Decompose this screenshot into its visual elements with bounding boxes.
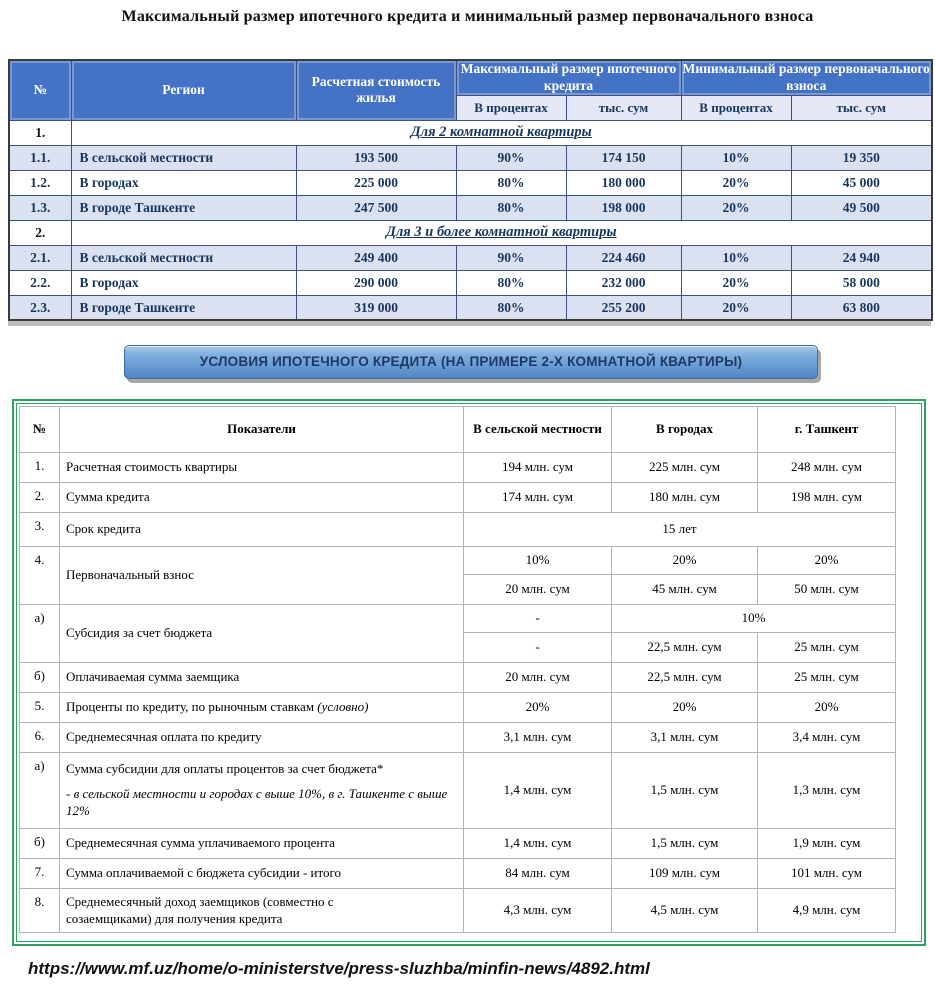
cell-down-pct: 10% xyxy=(681,245,791,270)
cell-tashkent: 198 млн. сум xyxy=(758,483,896,513)
cell-credit-sum: 232 000 xyxy=(566,270,681,295)
table-row xyxy=(20,693,896,723)
cell-tashkent: 20% xyxy=(758,693,896,723)
indicator-text: Сумма субсидии для оплаты процентов за счет бюджета* xyxy=(66,761,384,777)
cell-tashkent: 50 млн. сум xyxy=(758,575,896,605)
col-header-min-down: Минимальный размер первоначального взноса xyxy=(681,60,932,95)
section-row xyxy=(9,220,932,245)
cell-rural: 1,4 млн. сум xyxy=(464,753,612,829)
cell-number: 2.1. xyxy=(9,245,71,270)
cell-number: 1.2. xyxy=(9,170,71,195)
cell-tashkent: 25 млн. сум xyxy=(758,633,896,663)
cell-tashkent: 4,9 млн. сум xyxy=(758,889,896,933)
cell-credit-sum: 174 150 xyxy=(566,145,681,170)
col-header-number: № xyxy=(20,407,60,453)
table-row xyxy=(9,270,932,295)
cell-rural: 4,3 млн. сум xyxy=(464,889,612,933)
cell-cities: 45 млн. сум xyxy=(612,575,758,605)
cell-region: В городе Ташкенте xyxy=(71,295,296,320)
cell-cities: 109 млн. сум xyxy=(612,859,758,889)
cell-down-pct: 20% xyxy=(681,270,791,295)
cell-number: 7. xyxy=(20,859,60,889)
cell-number: 4. xyxy=(20,547,60,605)
subheader-credit-percent: В процентах xyxy=(456,95,566,120)
table-row xyxy=(9,245,932,270)
section-row xyxy=(9,120,932,145)
cell-indicator: Сумма кредита xyxy=(60,483,464,513)
cell-cities: 22,5 млн. сум xyxy=(612,633,758,663)
cell-tashkent: 3,4 млн. сум xyxy=(758,723,896,753)
cell-credit-pct: 80% xyxy=(456,295,566,320)
cell-indicator: Первоначальный взнос xyxy=(60,547,464,605)
cell-credit-sum: 180 000 xyxy=(566,170,681,195)
cell-rural: - xyxy=(464,633,612,663)
mortgage-limits-table-container xyxy=(8,59,931,321)
cell-indicator: Сумма оплачиваемой с бюджета субсидии - итого xyxy=(60,859,464,889)
table-row xyxy=(9,170,932,195)
section-title: Для 2 комнатной квартиры xyxy=(71,120,932,145)
cell-indicator: Оплачиваемая сумма заемщика xyxy=(60,663,464,693)
cell-number: 2.2. xyxy=(9,270,71,295)
cell-rural: 174 млн. сум xyxy=(464,483,612,513)
cell-indicator: Расчетная стоимость квартиры xyxy=(60,453,464,483)
cell-number: 6. xyxy=(20,723,60,753)
conditions-table-frame xyxy=(12,399,926,946)
cell-indicator: Субсидия за счет бюджета xyxy=(60,605,464,663)
cell-rural: 194 млн. сум xyxy=(464,453,612,483)
cell-tashkent: 101 млн. сум xyxy=(758,859,896,889)
section-title: Для 3 и более комнатной квартиры xyxy=(71,220,932,245)
col-header-max-credit: Максимальный размер ипотечного кредита xyxy=(456,60,681,95)
cell-cost: 319 000 xyxy=(296,295,456,320)
table-row xyxy=(20,605,896,633)
cell-tashkent: 1,3 млн. сум xyxy=(758,753,896,829)
cell-number: 1.1. xyxy=(9,145,71,170)
cell-rural: - xyxy=(464,605,612,633)
cell-rural: 10% xyxy=(464,547,612,575)
indicator-note: - в сельской местности и городах с выше 10%, в г. Ташкенте с выше 12% xyxy=(66,786,448,819)
page-title: Максимальный размер ипотечного кредита и минимальный размер первоначального взноса xyxy=(121,8,814,25)
cell-down-sum: 49 500 xyxy=(791,195,932,220)
cell-rural: 20% xyxy=(464,693,612,723)
cell-down-sum: 58 000 xyxy=(791,270,932,295)
cell-tashkent: 25 млн. сум xyxy=(758,663,896,693)
table-row xyxy=(20,889,896,933)
mortgage-limits-table xyxy=(8,59,933,321)
cell-number: 8. xyxy=(20,889,60,933)
cell-down-pct: 20% xyxy=(681,170,791,195)
cell-down-sum: 19 350 xyxy=(791,145,932,170)
cell-region: В сельской местности xyxy=(71,245,296,270)
table1-header-row-1 xyxy=(9,60,932,95)
cell-credit-pct: 90% xyxy=(456,145,566,170)
cell-cost: 290 000 xyxy=(296,270,456,295)
table-row xyxy=(20,483,896,513)
cell-cost: 225 000 xyxy=(296,170,456,195)
subheader-down-sum: тыс. сум xyxy=(791,95,932,120)
table-row xyxy=(20,547,896,575)
cell-cities: 225 млн. сум xyxy=(612,453,758,483)
source-url: https://www.mf.uz/home/o-ministerstve/press-sluzhba/minfin-news/4892.html xyxy=(28,959,650,979)
table-row xyxy=(20,723,896,753)
cell-cities: 180 млн. сум xyxy=(612,483,758,513)
cell-cities: 22,5 млн. сум xyxy=(612,663,758,693)
cell-region: В городе Ташкенте xyxy=(71,195,296,220)
section-number: 2. xyxy=(9,220,71,245)
col-header-rural: В сельской местности xyxy=(464,407,612,453)
cell-indicator: Срок кредита xyxy=(60,513,464,547)
table-row xyxy=(20,453,896,483)
cell-indicator: Среднемесячный доход заемщиков (совместно с созаемщиками) для получения кредита xyxy=(60,889,464,933)
subheader-credit-sum: тыс. сум xyxy=(566,95,681,120)
col-header-indicator: Показатели xyxy=(60,407,464,453)
cell-rural: 20 млн. сум xyxy=(464,575,612,605)
table-row xyxy=(9,145,932,170)
table-row xyxy=(20,753,896,829)
cell-cities: 4,5 млн. сум xyxy=(612,889,758,933)
cell-rural: 20 млн. сум xyxy=(464,663,612,693)
col-header-cities: В городах xyxy=(612,407,758,453)
col-header-number: № xyxy=(9,60,71,120)
cell-down-pct: 10% xyxy=(681,145,791,170)
cell-indicator xyxy=(60,753,464,829)
section-number: 1. xyxy=(9,120,71,145)
cell-indicator: Среднемесячная сумма уплачиваемого процента xyxy=(60,829,464,859)
table-row xyxy=(20,829,896,859)
cell-merged-value: 10% xyxy=(612,605,896,633)
cell-cost: 249 400 xyxy=(296,245,456,270)
cell-rural: 3,1 млн. сум xyxy=(464,723,612,753)
cell-region: В сельской местности xyxy=(71,145,296,170)
table-row xyxy=(9,295,932,320)
cell-number: б) xyxy=(20,829,60,859)
table-row xyxy=(20,859,896,889)
cell-cities: 1,5 млн. сум xyxy=(612,829,758,859)
cell-down-pct: 20% xyxy=(681,295,791,320)
table-row xyxy=(20,513,896,547)
cell-rural: 1,4 млн. сум xyxy=(464,829,612,859)
cell-number: 3. xyxy=(20,513,60,547)
conditions-table-frame-inner xyxy=(16,403,922,942)
cell-credit-pct: 80% xyxy=(456,170,566,195)
cell-number: 2.3. xyxy=(9,295,71,320)
cell-region: В городах xyxy=(71,270,296,295)
cell-down-sum: 45 000 xyxy=(791,170,932,195)
cell-cities: 3,1 млн. сум xyxy=(612,723,758,753)
section-banner: УСЛОВИЯ ИПОТЕЧНОГО КРЕДИТА (НА ПРИМЕРЕ 2-Х КОМНАТНОЙ КВАРТИРЫ) xyxy=(124,345,818,379)
cell-number: 1. xyxy=(20,453,60,483)
cell-cost: 193 500 xyxy=(296,145,456,170)
subheader-down-percent: В процентах xyxy=(681,95,791,120)
cell-cities: 20% xyxy=(612,693,758,723)
cell-number: б) xyxy=(20,663,60,693)
cell-tashkent: 248 млн. сум xyxy=(758,453,896,483)
cell-number: а) xyxy=(20,753,60,829)
cell-credit-sum: 198 000 xyxy=(566,195,681,220)
credit-conditions-table xyxy=(19,406,896,933)
cell-tashkent: 20% xyxy=(758,547,896,575)
cell-number: 2. xyxy=(20,483,60,513)
cell-cost: 247 500 xyxy=(296,195,456,220)
cell-down-sum: 63 800 xyxy=(791,295,932,320)
cell-indicator xyxy=(60,693,464,723)
cell-merged-value: 15 лет xyxy=(464,513,896,547)
cell-tashkent: 1,9 млн. сум xyxy=(758,829,896,859)
cell-rural: 84 млн. сум xyxy=(464,859,612,889)
cell-credit-pct: 80% xyxy=(456,270,566,295)
col-header-region: Регион xyxy=(71,60,296,120)
cell-down-sum: 24 940 xyxy=(791,245,932,270)
cell-number: а) xyxy=(20,605,60,663)
table2-header-row xyxy=(20,407,896,453)
cell-credit-pct: 80% xyxy=(456,195,566,220)
col-header-tashkent: г. Ташкент xyxy=(758,407,896,453)
cell-credit-pct: 90% xyxy=(456,245,566,270)
cell-credit-sum: 255 200 xyxy=(566,295,681,320)
indicator-note: (условно) xyxy=(317,699,369,715)
cell-cities: 20% xyxy=(612,547,758,575)
cell-down-pct: 20% xyxy=(681,195,791,220)
indicator-text: Проценты по кредиту, по рыночным ставкам xyxy=(66,699,318,715)
table-row xyxy=(9,195,932,220)
col-header-cost: Расчетная стоимость жилья xyxy=(296,60,456,120)
cell-indicator: Среднемесячная оплата по кредиту xyxy=(60,723,464,753)
cell-cities: 1,5 млн. сум xyxy=(612,753,758,829)
cell-region: В городах xyxy=(71,170,296,195)
table-row xyxy=(20,663,896,693)
cell-number: 5. xyxy=(20,693,60,723)
cell-credit-sum: 224 460 xyxy=(566,245,681,270)
cell-number: 1.3. xyxy=(9,195,71,220)
